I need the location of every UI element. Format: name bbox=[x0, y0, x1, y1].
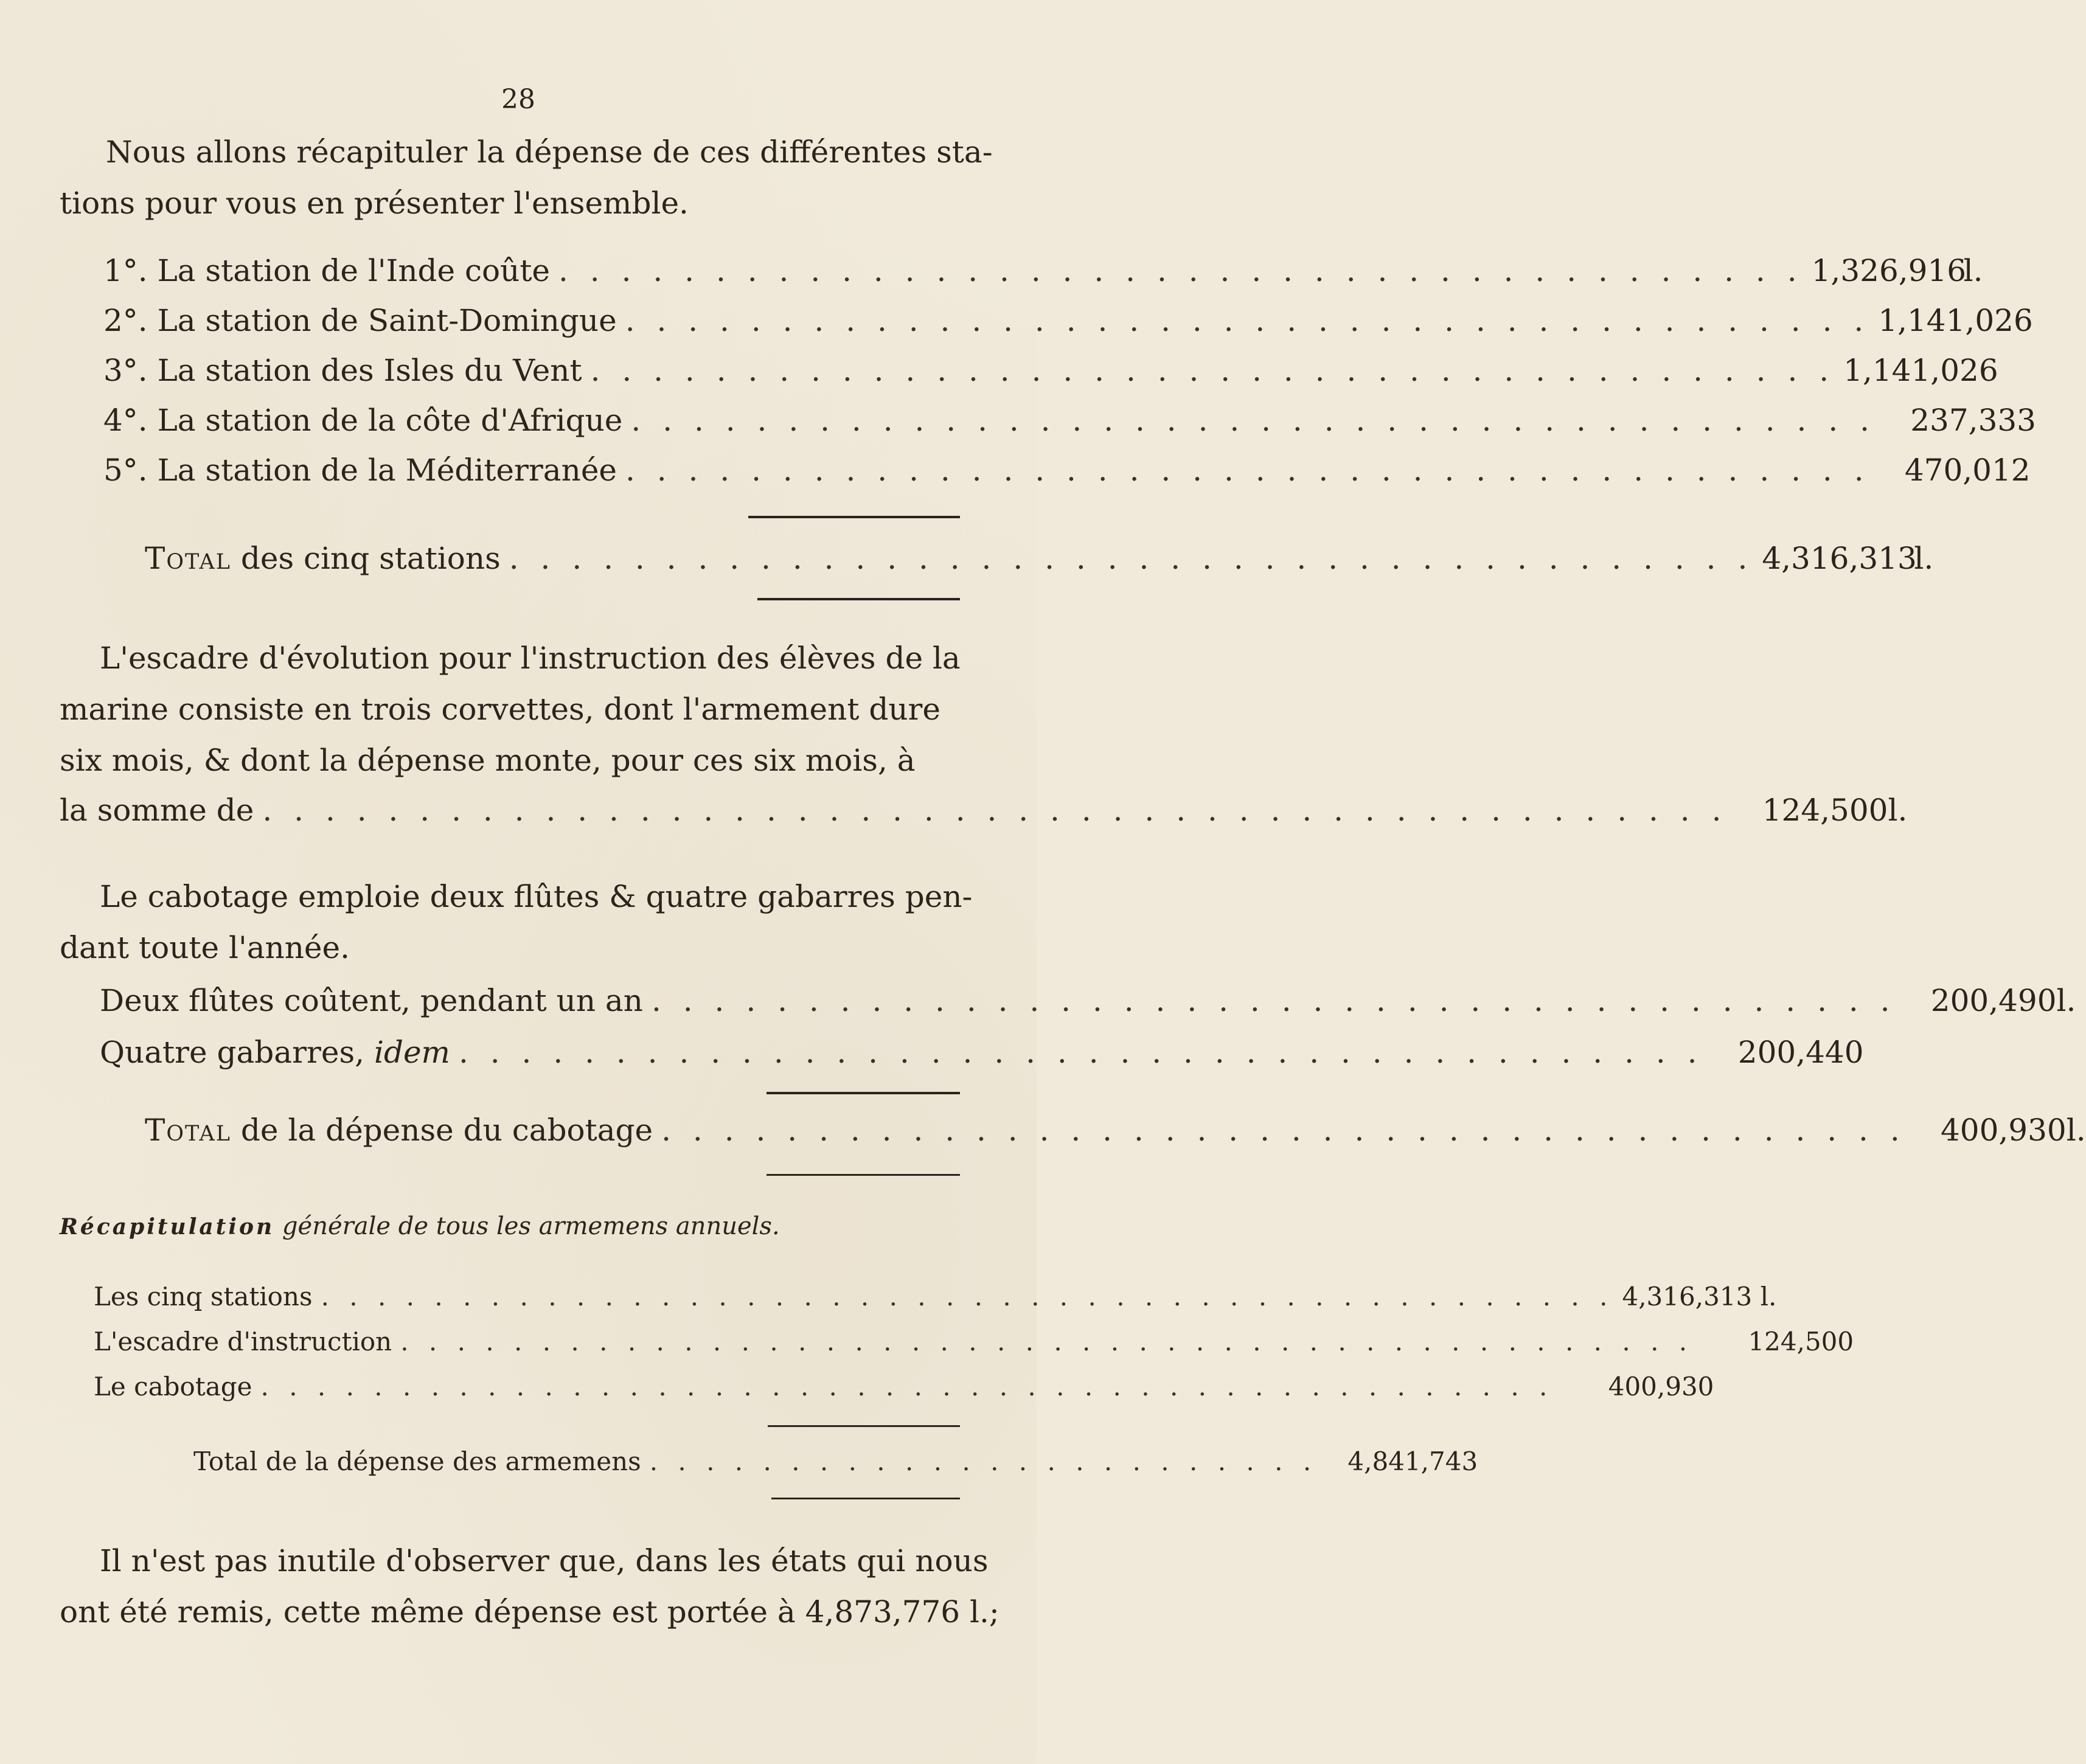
station-amount: 237,333 bbox=[1910, 403, 2036, 438]
cabotage-total-unit: l. bbox=[2066, 1113, 2086, 1148]
station-label: 1°. La station de l'Inde coûte bbox=[103, 253, 551, 288]
recap-item-label: Le cabotage bbox=[94, 1372, 252, 1401]
conclusion-line-2: ont été remis, cette même dépense est portée à 4,873,776 l.; bbox=[60, 1594, 1000, 1630]
cabotage-item-amount: 200,440 bbox=[1737, 1035, 1864, 1070]
leader-dots: . . . . . . . . . . . . . . . . . . . . . . . . bbox=[649, 1446, 1318, 1476]
station-label: 4°. La station de la côte d'Afrique bbox=[103, 403, 623, 438]
escadre-paragraph bbox=[60, 633, 959, 786]
escadre-line-1: L'escadre d'évolution pour l'instruction des élèves de la bbox=[100, 641, 961, 676]
station-amount: 1,141,026 bbox=[1843, 353, 1998, 388]
intro-line-1: Nous allons récapituler la dépense de ces différentes sta- bbox=[106, 134, 993, 170]
stations-total-unit: l. bbox=[1914, 541, 1934, 576]
cabotage-total-row bbox=[145, 1106, 2086, 1155]
station-row bbox=[103, 446, 2031, 495]
leader-dots: . . . . . . . . . . . . . . . . . . . . . . . . . . . . . . . . . . . . . . . . bbox=[625, 303, 1870, 338]
recap-item-amount: 124,500 bbox=[1748, 1327, 1854, 1356]
intro-paragraph bbox=[60, 127, 993, 229]
cabotage-item-row bbox=[100, 976, 2076, 1025]
cabotage-item-label bbox=[100, 1028, 450, 1077]
station-amount: 1,141,026 bbox=[1878, 303, 2033, 338]
stations-total-amount: 4,316,313 bbox=[1762, 541, 1917, 576]
total-label-text: de la dépense du cabotage bbox=[231, 1113, 653, 1148]
recap-item-label: Les cinq stations bbox=[94, 1282, 313, 1311]
station-row bbox=[103, 296, 2033, 345]
recap-heading-rest: générale de tous les armemens annuels. bbox=[274, 1212, 780, 1240]
leader-dots: . . . . . . . . . . . . . . . . . . . . . . . . . . . . . . . . . . . . . . . . bbox=[631, 403, 1876, 438]
escadre-sum-label: la somme de bbox=[60, 793, 254, 828]
recap-total-label: Total de la dépense des armemens bbox=[193, 1446, 641, 1476]
sum-rule bbox=[771, 1498, 960, 1499]
escadre-line-2: marine consiste en trois corvettes, dont l'armement dure bbox=[60, 692, 941, 727]
leader-dots: . . . . . . . . . . . . . . . . . . . . . . . . . . . . . . . . . . . . . . . . bbox=[661, 1113, 1906, 1148]
total-prefix: Total bbox=[145, 1113, 231, 1148]
station-amount: 470,012 bbox=[1904, 453, 2031, 488]
total-prefix: Total bbox=[145, 541, 231, 576]
sum-rule bbox=[748, 516, 960, 518]
sum-rule bbox=[768, 1425, 960, 1427]
station-row bbox=[103, 346, 1998, 395]
leader-dots: . . . . . . . . . . . . . . . . . . . . . . . . . . . . . . . . . . . . . . . . bbox=[458, 1035, 1703, 1070]
cabotage-item-label-roman: Quatre gabarres, bbox=[100, 1035, 374, 1070]
recap-total-amount: 4,841,743 bbox=[1347, 1446, 1478, 1476]
cabotage-item-row bbox=[100, 1028, 1864, 1077]
page-number: 28 bbox=[501, 84, 535, 115]
cabotage-item-unit: l. bbox=[2056, 983, 2076, 1018]
leader-dots: . . . . . . . . . . . . . . . . . . . . . . . . . . . . . . . . . . . . . . . . bbox=[509, 541, 1754, 576]
cabotage-item-amount: 200,490 bbox=[1930, 983, 2057, 1018]
leader-dots: . . . . . . . . . . . . . . . . . . . . . . . . . . . . . . . . . . . . . . . . . . . . . . . bbox=[262, 793, 1728, 828]
intro-line-2: tions pour vous en présenter l'ensemble. bbox=[60, 186, 689, 221]
recap-row bbox=[94, 1320, 1854, 1364]
cabotage-item-label-italic: idem bbox=[374, 1035, 450, 1070]
stations-total-row bbox=[145, 534, 1934, 583]
recap-item-amount: 4,316,313 l. bbox=[1622, 1282, 1777, 1311]
recap-heading-caps: Récapitulation bbox=[60, 1214, 275, 1240]
leader-dots: . . . . . . . . . . . . . . . . . . . . . . . . . . . . . . . . . . . . . . . . bbox=[590, 353, 1835, 388]
cabotage-total-amount: 400,930 bbox=[1940, 1113, 2067, 1148]
station-row bbox=[103, 396, 2036, 445]
conclusion-line-1: Il n'est pas inutile d'observer que, dans les états qui nous bbox=[100, 1543, 989, 1578]
escadre-line-3: six mois, & dont la dépense monte, pour ces six mois, à bbox=[60, 743, 916, 778]
sum-rule bbox=[767, 1092, 960, 1094]
total-label-text: des cinq stations bbox=[231, 541, 501, 576]
recap-row bbox=[94, 1275, 1777, 1319]
leader-dots: . . . . . . . . . . . . . . . . . . . . . . . . . . . . . . . . . . . . . . . . bbox=[558, 253, 1803, 288]
station-label: 2°. La station de Saint-Domingue bbox=[103, 303, 617, 338]
escadre-unit: l. bbox=[1888, 793, 1908, 828]
cabotage-item-label: Deux flûtes coûtent, pendant un an bbox=[100, 983, 643, 1018]
recap-total-row bbox=[193, 1440, 1478, 1484]
escadre-sum-row bbox=[60, 786, 1908, 835]
sum-rule bbox=[757, 598, 960, 600]
leader-dots: . . . . . . . . . . . . . . . . . . . . . . . . . . . . . . . . . . . . . . . . . . . . . . bbox=[260, 1372, 1554, 1401]
sum-rule bbox=[767, 1174, 960, 1176]
leader-dots: . . . . . . . . . . . . . . . . . . . . . . . . . . . . . . . . . . . . . . . . bbox=[651, 983, 1896, 1018]
recap-item-amount: 400,930 bbox=[1608, 1372, 1714, 1401]
recap-item-label: L'escadre d'instruction bbox=[94, 1327, 392, 1356]
cabotage-total-label bbox=[145, 1106, 653, 1155]
cabotage-line-1: Le cabotage emploie deux flûtes & quatre gabarres pen- bbox=[100, 879, 973, 914]
station-unit: l. bbox=[1963, 253, 1983, 288]
leader-dots: . . . . . . . . . . . . . . . . . . . . . . . . . . . . . . . . . . . . . . . . bbox=[625, 453, 1870, 488]
station-label: 5°. La station de la Méditerranée bbox=[103, 453, 617, 488]
cabotage-line-2: dant toute l'année. bbox=[60, 930, 350, 965]
station-amount: 1,326,916 bbox=[1811, 253, 1967, 288]
leader-dots: . . . . . . . . . . . . . . . . . . . . . . . . . . . . . . . . . . . . . . . . . . . . . . bbox=[321, 1282, 1614, 1311]
station-row bbox=[103, 246, 1983, 295]
station-label: 3°. La station des Isles du Vent bbox=[103, 353, 582, 388]
recap-row bbox=[94, 1365, 1714, 1409]
leader-dots: . . . . . . . . . . . . . . . . . . . . . . . . . . . . . . . . . . . . . . . . . . . . . . bbox=[400, 1327, 1694, 1356]
conclusion-paragraph bbox=[60, 1535, 1000, 1637]
recap-heading bbox=[60, 1212, 960, 1240]
cabotage-paragraph bbox=[60, 871, 973, 973]
escadre-amount: 124,500 bbox=[1762, 793, 1888, 828]
stations-total-label bbox=[145, 534, 501, 583]
